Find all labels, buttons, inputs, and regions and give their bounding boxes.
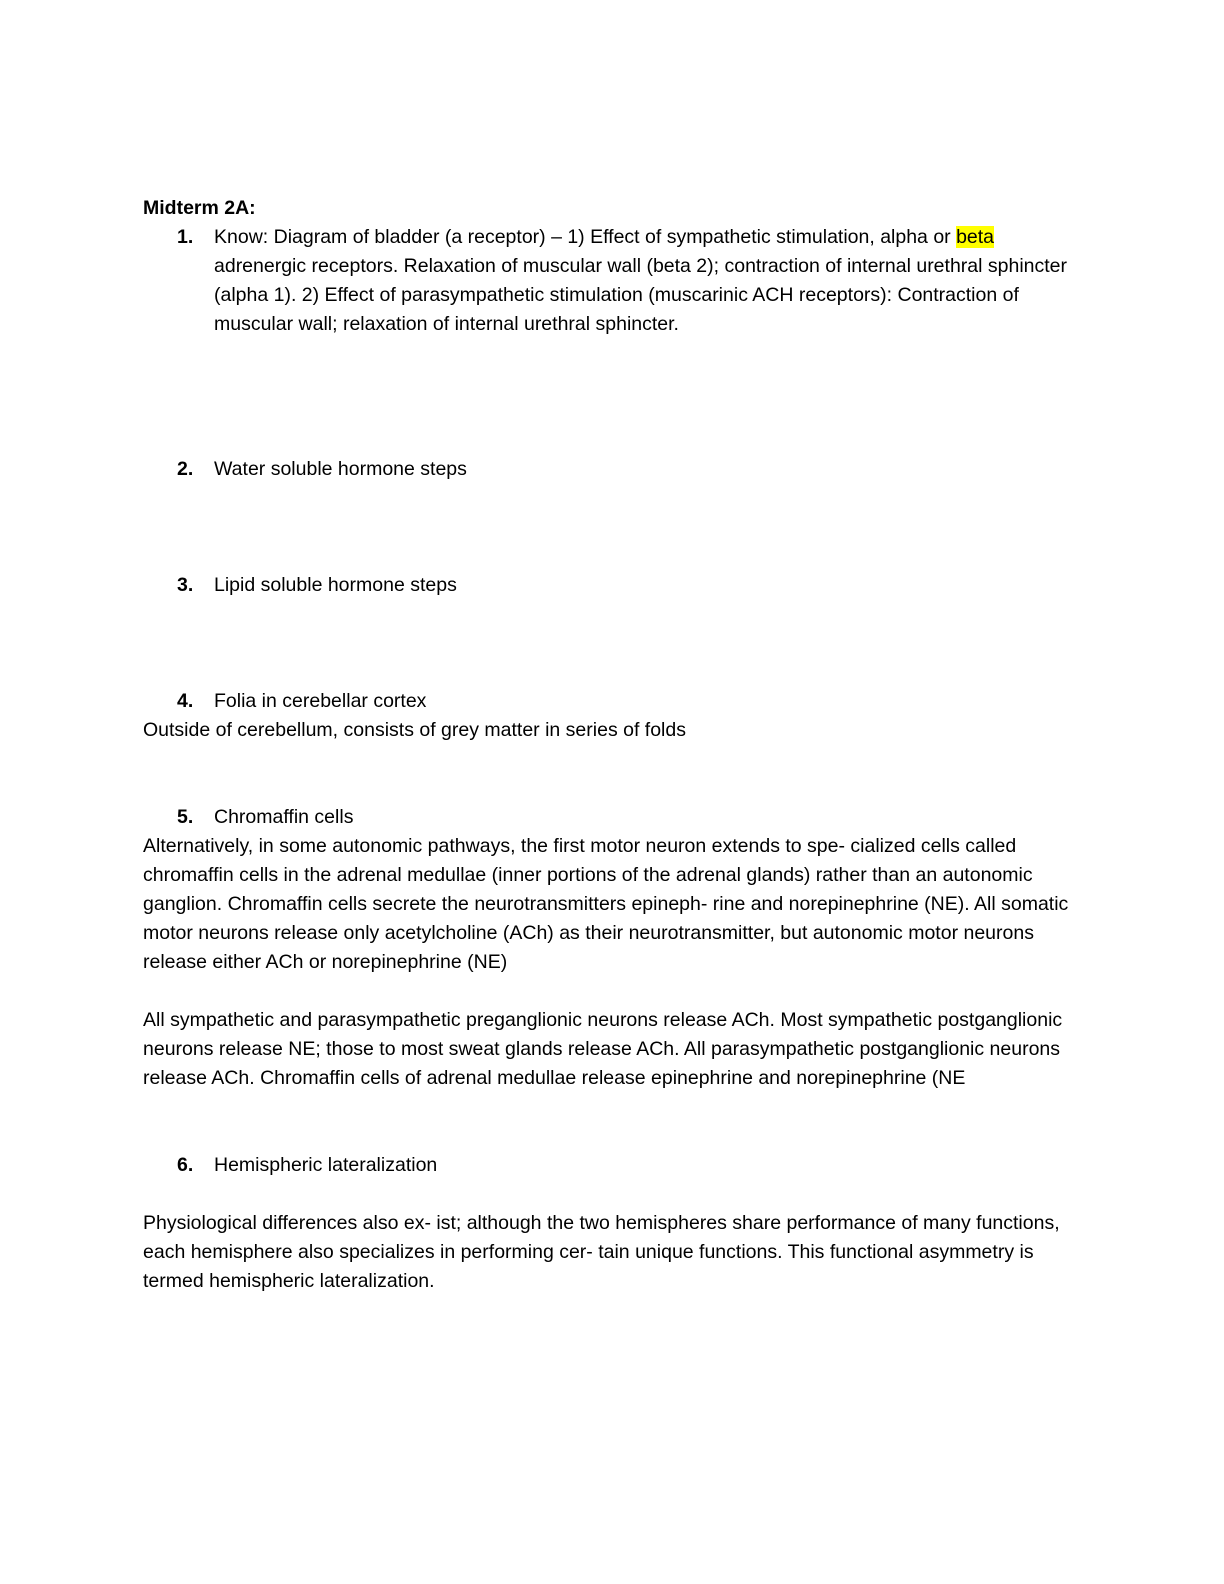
list-item-text: Lipid soluble hormone steps <box>214 574 457 596</box>
list-item-4 <box>143 687 1083 716</box>
list-item-6 <box>143 1151 1083 1180</box>
list-item-text: Water soluble hormone steps <box>214 458 467 480</box>
list-item-3 <box>143 571 1083 600</box>
list-number: 1. <box>177 226 194 248</box>
list-number: 2. <box>177 458 194 480</box>
text-before-highlight: Know: Diagram of bladder (a receptor) – 1) Effect of sympathetic stimulation, alpha or <box>214 226 957 248</box>
list-item-text: Folia in cerebellar cortex <box>214 690 427 712</box>
paragraph-chromaffin-1: Alternatively, in some autonomic pathways, the first motor neuron extends to spe- cialized cells called chromaffin cells in the adrenal medullae (inner portions of the adrenal glands) rather than an autonomic ganglion. Chromaffin cells secrete the neurotransmitters epineph- rine and norepinephrine (NE). All somatic motor neurons release only acetylcholine (ACh) as their neurotransmitter, but autonomic motor neurons release either ACh or norepinephrine (NE) <box>143 835 1069 973</box>
list-number: 4. <box>177 690 194 712</box>
paragraph-chromaffin-2: All sympathetic and parasympathetic preganglionic neurons release ACh. Most sympathetic postganglionic neurons release NE; those to most sweat glands release ACh. All parasympathetic postganglionic neurons release ACh. Chromaffin cells of adrenal medullae release epinephrine and norepinephrine (NE <box>143 1009 1063 1089</box>
list-item-text: Hemispheric lateralization <box>214 1154 438 1176</box>
list-item-text <box>214 223 1083 339</box>
list-number: 5. <box>177 806 194 828</box>
paragraph-folia: Outside of cerebellum, consists of grey matter in series of folds <box>143 719 686 741</box>
list-number: 6. <box>177 1154 194 1176</box>
list-number: 3. <box>177 574 194 596</box>
document-title: Midterm 2A: <box>143 197 256 219</box>
list-item-text: Chromaffin cells <box>214 806 354 828</box>
list-item-1 <box>143 223 1083 339</box>
paragraph-lateralization: Physiological differences also ex- ist; although the two hemispheres share performance of many functions, each hemisphere also specializes in performing cer- tain unique functions. This functional asymmetry is termed hemispheric lateralization. <box>143 1212 1060 1292</box>
text-after-highlight: adrenergic receptors. Relaxation of muscular wall (beta 2); contraction of internal urethral sphincter (alpha 1). 2) Effect of parasympathetic stimulation (muscarinic ACH receptors): Contraction of muscular wall; relaxation of internal urethral sphincter. <box>214 255 1068 335</box>
highlighted-word: beta <box>956 226 995 248</box>
list-item-5 <box>143 803 1083 832</box>
list-item-2 <box>143 455 1083 484</box>
